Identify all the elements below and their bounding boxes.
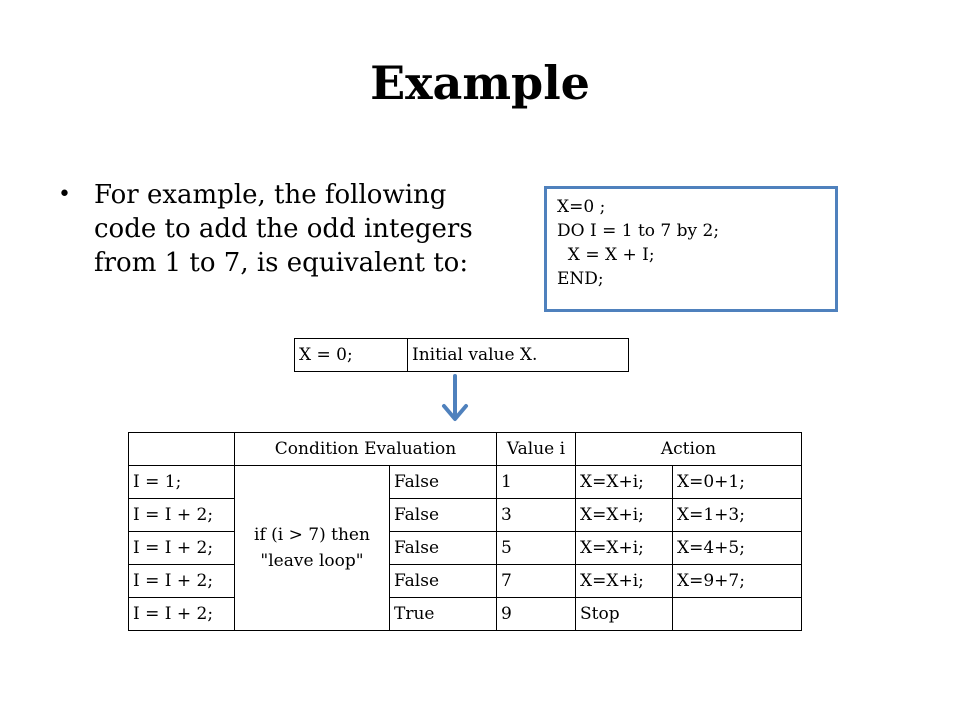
table-row xyxy=(129,532,802,565)
row-step: I = I + 2; xyxy=(129,565,235,598)
condition-cell xyxy=(235,466,390,631)
init-description: Initial value X. xyxy=(408,339,629,372)
bullet-line-3: from 1 to 7, is equivalent to: xyxy=(94,248,469,278)
slide-title: Example xyxy=(370,56,590,110)
header-value-i: Value i xyxy=(497,433,576,466)
row-result: True xyxy=(390,598,497,631)
row-action: X=X+i; xyxy=(576,499,673,532)
header-condition-evaluation: Condition Evaluation xyxy=(235,433,497,466)
table-row xyxy=(129,598,802,631)
loop-header-row xyxy=(129,433,802,466)
condition-line-2: "leave loop" xyxy=(260,551,364,571)
row-result: False xyxy=(390,466,497,499)
row-value: 3 xyxy=(497,499,576,532)
row-step: I = 1; xyxy=(129,466,235,499)
row-computation: X=0+1; xyxy=(673,466,802,499)
row-value: 1 xyxy=(497,466,576,499)
loop-table xyxy=(128,432,802,631)
row-value: 5 xyxy=(497,532,576,565)
row-computation xyxy=(673,598,802,631)
row-step: I = I + 2; xyxy=(129,598,235,631)
bullet-text xyxy=(58,178,518,280)
init-statement: X = 0; xyxy=(295,339,408,372)
header-action: Action xyxy=(576,433,802,466)
code-line-2: DO I = 1 to 7 by 2; xyxy=(557,221,720,241)
row-action: Stop xyxy=(576,598,673,631)
code-line-1: X=0 ; xyxy=(557,197,606,217)
init-table xyxy=(294,338,629,372)
bullet-dot-icon: • xyxy=(58,182,71,207)
bullet-list xyxy=(58,178,518,280)
code-box xyxy=(544,186,838,312)
table-row xyxy=(129,466,802,499)
row-result: False xyxy=(390,565,497,598)
row-step: I = I + 2; xyxy=(129,499,235,532)
code-line-3: X = X + I; xyxy=(557,245,655,265)
init-row xyxy=(295,339,629,372)
condition-line-1: if (i > 7) then xyxy=(254,525,370,545)
row-action: X=X+i; xyxy=(576,466,673,499)
row-result: False xyxy=(390,499,497,532)
header-empty-cell xyxy=(129,433,235,466)
table-row xyxy=(129,565,802,598)
row-step: I = I + 2; xyxy=(129,532,235,565)
row-computation: X=1+3; xyxy=(673,499,802,532)
down-arrow-icon xyxy=(440,374,470,424)
table-row xyxy=(129,499,802,532)
bullet-line-2: code to add the odd integers xyxy=(94,214,473,244)
code-line-4: END; xyxy=(557,269,604,289)
row-result: False xyxy=(390,532,497,565)
row-action: X=X+i; xyxy=(576,532,673,565)
row-value: 7 xyxy=(497,565,576,598)
row-computation: X=9+7; xyxy=(673,565,802,598)
row-computation: X=4+5; xyxy=(673,532,802,565)
row-action: X=X+i; xyxy=(576,565,673,598)
bullet-line-1: For example, the following xyxy=(94,180,447,210)
row-value: 9 xyxy=(497,598,576,631)
